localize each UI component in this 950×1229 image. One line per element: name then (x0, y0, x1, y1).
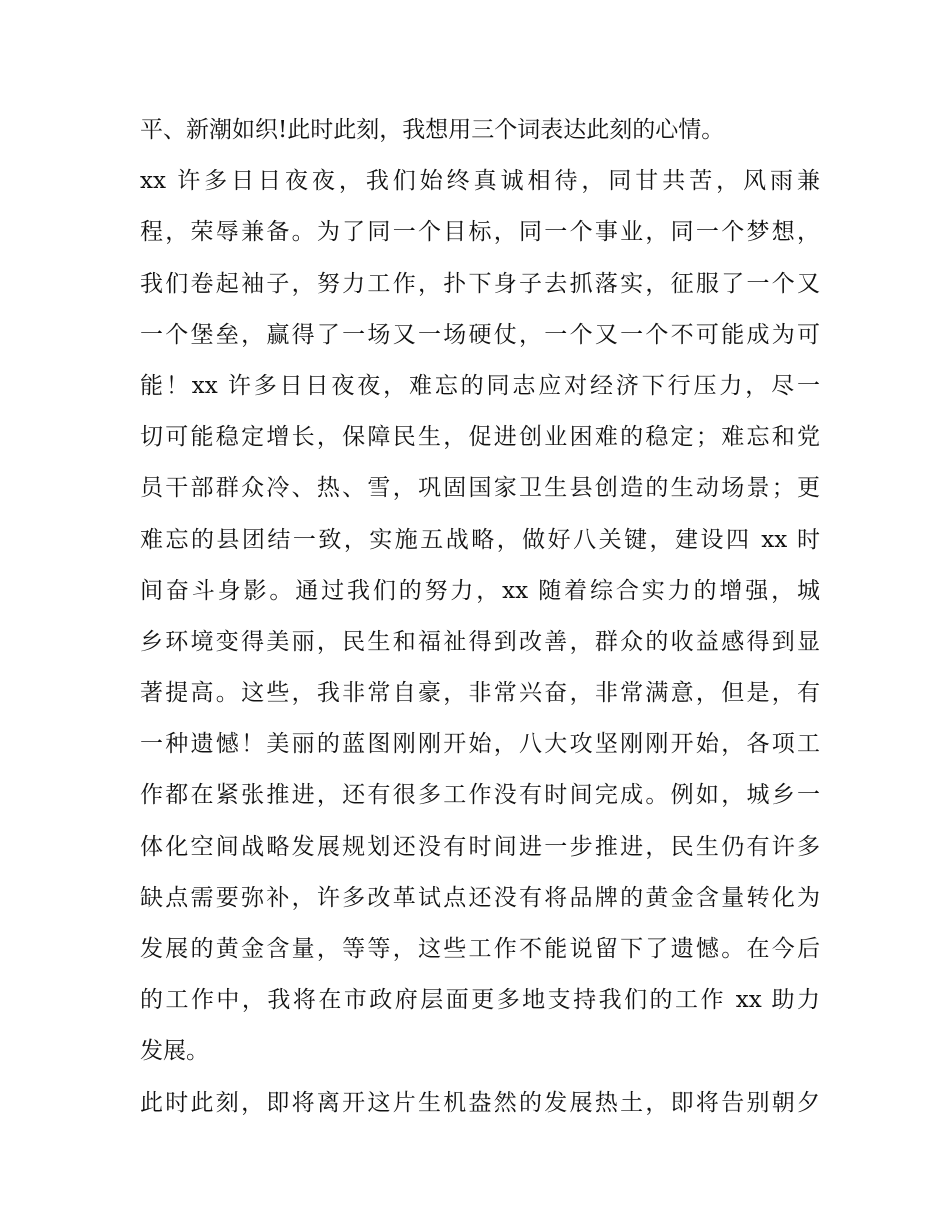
text-line: 缺点需要弥补，许多改革试点还没有将品牌的黄金含量转化为 (140, 884, 820, 911)
text-line: 乡环境变得美丽，民生和福祉得到改善，群众的收益感得到显 (140, 628, 820, 655)
text-line: 一个堡垒，赢得了一场又一场硬仗，一个又一个不可能成为可 (140, 321, 820, 348)
text-line: 的工作中，我将在市政府层面更多地支持我们的工作 xx 助力 (140, 987, 820, 1014)
text-line: 体化空间战略发展规划还没有时间进一步推进，民生仍有许多 (140, 833, 820, 860)
text-line: 间奋斗身影。通过我们的努力，xx 随着综合实力的增强，城 (140, 577, 820, 604)
text-line: 能！xx 许多日日夜夜，难忘的同志应对经济下行压力，尽一 (140, 372, 820, 399)
text-line: 发展。 (140, 1038, 209, 1065)
text-line: 难忘的县团结一致，实施五战略，做好八关键，建设四 xx 时 (140, 526, 820, 553)
text-line: 程，荣辱兼备。为了同一个目标，同一个事业，同一个梦想， (140, 219, 820, 246)
text-line: 切可能稳定增长，保障民生，促进创业困难的稳定；难忘和党 (140, 424, 820, 451)
text-line: 发展的黄金含量，等等，这些工作不能说留下了遗憾。在今后 (140, 936, 820, 962)
text-line: 我们卷起袖子，努力工作，扑下身子去抓落实，征服了一个又 (140, 270, 820, 297)
text-line: 平、新潮如织!此时此刻，我想用三个词表达此刻的心情。 (140, 117, 725, 143)
text-line: 一种遗憾！美丽的蓝图刚刚开始，八大攻坚刚刚开始，各项工 (140, 731, 820, 758)
text-line: xx 许多日日夜夜，我们始终真诚相待，同甘共苦，风雨兼 (140, 168, 820, 195)
text-line: 此时此刻，即将离开这片生机盎然的发展热土，即将告别朝夕 (140, 1089, 820, 1116)
text-line: 著提高。这些，我非常自豪，非常兴奋，非常满意，但是，有 (140, 680, 820, 707)
text-line: 作都在紧张推进，还有很多工作没有时间完成。例如，城乡一 (140, 782, 820, 809)
text-line: 员干部群众冷、热、雪，巩固国家卫生县创造的生动场景；更 (140, 475, 820, 502)
body-text (140, 105, 820, 1129)
